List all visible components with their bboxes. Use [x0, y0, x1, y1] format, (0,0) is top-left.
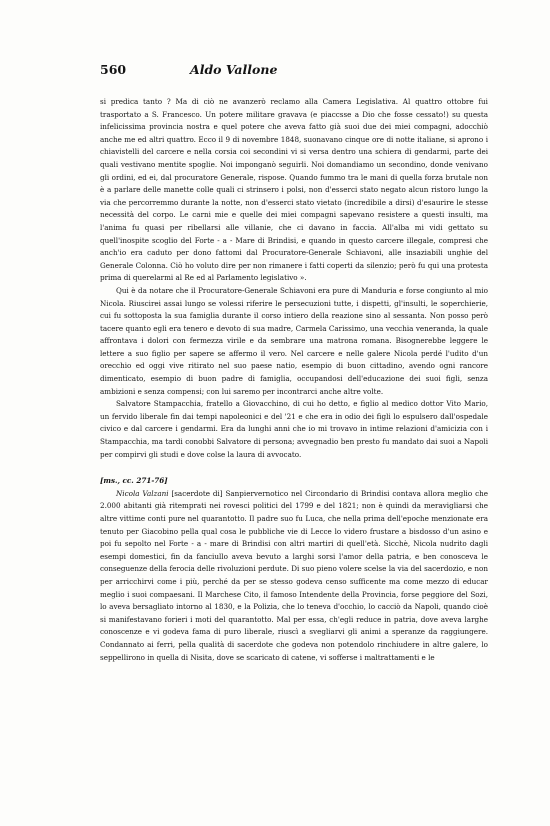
section-reference: [100, 475, 488, 488]
running-title: Aldo Vallone: [190, 62, 278, 77]
page-header: [100, 62, 485, 78]
paragraph: [100, 488, 488, 664]
body-text: [100, 96, 488, 664]
manuscript-reference: [ms., cc. 271-76]: [100, 476, 168, 486]
section-gap: [100, 461, 488, 475]
paragraph: si predica tanto ? Ma di ciò ne avanzerò reclamo alla Camera Legislativa. Al quattro ottobre fui trasportato a S. Francesco. Un potere militare gravava (e piaccsse a Dio che fosse cessato!) su questa infelicissima provincia nostra e quel potere che aveva fatto già suoi due dei miei compagni, adocchiò anche me ed altri quattro. Ecco il 9 di novembre 1848, suonavano cinque ore di notte italiane, si aprono i chiavistelli del carcere e nella corsia coi secondini vi si versa dentro una schiera di gendarmi, parte dei quali vestivano mentite spoglie. Noi imponganò seguirli. Noi domandiamo un secondino, donde venivano gli ordini, ed ei, dal procuratore Generale, rispose. Quando fummo tra le mani di quella forza brutale non è a parlare delle manette colle quali ci strinsero i polsi, non d'esserci stato negato alcun ristoro lungo la via che percorremmo durante la notte, non d'esserci stato vietato (incredibile a dirsi) d'esaurire le stesse necessità del corpo. Le carni mie e quelle dei miei compagni sapevano resistere a questi insulti, ma l'anima fu quasi per ribellarsi alle villanie, che ci davano in faccia. All'alba mi vidi gettato su quell'inospite scoglio del Forte - a - Mare di Brindisi, e quando in questo carcere illegale, compresi che anch'io era caduto per dono fattomi dal Procuratore-Generale Schiavoni, alle insaziabili unghie del Generale Colonna. Ciò ho voluto dire per non rimanere i fatti coperti da silenzio; però fu qui una protesta prima di querelarmi al Re ed al Parlamento legislativo ».: [100, 97, 488, 283]
paragraph: Qui è da notare che il Procuratore-Generale Schiavoni era pure di Manduria e forse congiunto al mio Nicola. Riuscirei assai lungo se volessi riferire le persecuzioni tutte, i dispetti, gl'insulti, le soperchierie, cui fu sottoposta la sua famiglia durante il corso intiero della reazione sino al sessanta. Non posso però tacere quanto egli era tenero e devoto di sua madre, Carmela Carissimo, una vecchia veneranda, la quale affrontava i dolori con fermezza virile e da sembrare una matrona romana. Bisognerebbe leggere le lettere a suo figlio per sapere se affermo il vero. Nel carcere e nelle galere Nicola perdé l'udito d'un orecchio ed oggi vive ritirato nel suo paese natio, esempio di buon cittadino, avendo ogni rancore dimenticato, esempio di buon padre di famiglia, occupandosi dell'educazione dei suoi figli, senza ambizioni e senza compensi; con lui saremo per incontrarci anche altre volte.: [100, 285, 488, 396]
page-number: 560: [100, 62, 127, 77]
paragraph-text: [sacerdote di] Sanpiervernotico nel Circondario di Brindisi contava allora meglio che 2.000 abitanti già ritemprati nei rovesci politici del 1799 e del 1821; non è quindi da meravigliarsi che altre vittime conti pure nel quarantotto. Il padre suo fu Luca, che nella prima dell'epoche menzionate era tenuto per Giacobino pella qual cosa le pubbliche vie di Lecce lo videro frustare a bisdosso d'un asino e poi fu sepolto nel Forte - a - mare di Brindisi con altri martiri di quell'età. Sicchè, Nicola nudrito dagli esempi domestici, fin da fanciullo aveva bevuto a larghi sorsi l'amor della patria, e ben conosceva le conseguenze della ferocia delle rivoluzioni perdute. Di suo pieno volere scelse la via del sacerdozio, e non per arricchirvi come i più, perché da per se stesso godeva censo sufficente ma come mezzo di educar meglio i suoi compaesani. Il Marchese Cito, il famoso Intendente della Provincia, forse peggiore del Sozi, lo aveva bersagliato intorno al 1830, e la Polizia, che lo teneva d'occhio, lo cacciò da Napoli, quando cioè si manifestavano forieri i moti del quarantotto. Mal per essa, ch'egli reduce in patria, dove aveva larghe conoscenze e vi godeva fama di puro liberale, riuscì a svegliarvi gli animi a speranze da raggiungere. Condannato ai ferri, pella qualità di sacerdote che godeva non potendolo rinchiudere in altre galere, lo seppellirono in quella di Nisita, dove se scaricato di catene, vi sofferse i maltrattamenti e le: [100, 488, 488, 662]
paragraph: Salvatore Stampacchia, fratello a Giovacchino, di cui ho detto, e figlio al medico dottor Vito Mario, un fervido liberale fin dai tempi napoleonici e del '21 e che era in odio dei figli lo espulsero dall'ospedale civico e dal carcere i gendarmi. Era da lunghi anni che io mi trovavo in intime relazioni d'amicizia con i Stampacchia, ma tardi conobbi Salvatore di persona; avvegnadio ben presto fu mandato dai suoi a Napoli per compirvi gli studi e dove colse la laura di avvocato.: [100, 399, 488, 459]
lead-name: Nicola Valzani: [116, 488, 169, 498]
